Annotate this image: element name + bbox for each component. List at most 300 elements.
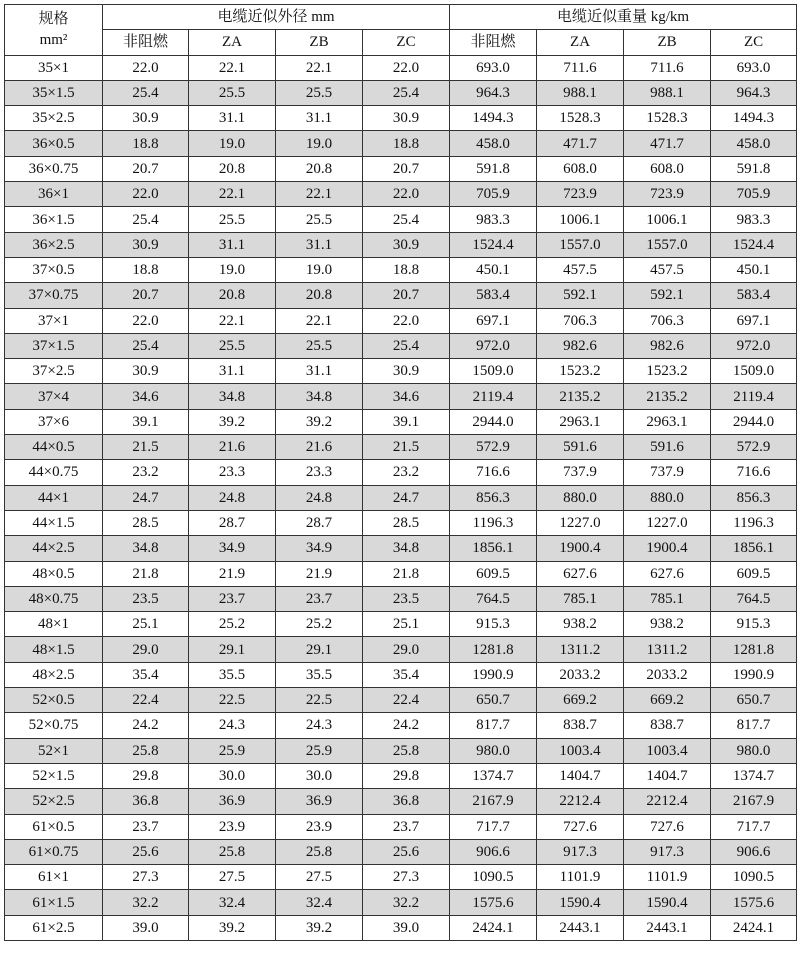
- diameter-cell-zc: 24.7: [363, 485, 450, 510]
- diameter-cell-nonflame: 20.7: [103, 283, 189, 308]
- weight-col-zb: ZB: [624, 30, 711, 55]
- weight-cell-zb: 785.1: [624, 586, 711, 611]
- diameter-cell-za: 34.9: [189, 536, 276, 561]
- diameter-cell-zc: 18.8: [363, 131, 450, 156]
- diameter-cell-zb: 22.1: [276, 182, 363, 207]
- table-row: [5, 409, 797, 434]
- weight-cell-zc: 1494.3: [711, 106, 797, 131]
- diameter-cell-za: 23.7: [189, 586, 276, 611]
- diameter-cell-za: 25.5: [189, 207, 276, 232]
- diameter-cell-zc: 21.5: [363, 435, 450, 460]
- diameter-cell-za: 25.9: [189, 738, 276, 763]
- weight-cell-zb: 669.2: [624, 688, 711, 713]
- weight-cell-zb: 471.7: [624, 131, 711, 156]
- diameter-cell-za: 34.8: [189, 384, 276, 409]
- diameter-cell-nonflame: 22.4: [103, 688, 189, 713]
- diameter-cell-zc: 22.0: [363, 182, 450, 207]
- weight-cell-nonflame: 1524.4: [450, 232, 537, 257]
- table-row: [5, 637, 797, 662]
- diameter-cell-nonflame: 23.7: [103, 814, 189, 839]
- spec-cell: 52×2.5: [5, 789, 103, 814]
- diameter-cell-zc: 22.0: [363, 308, 450, 333]
- diameter-cell-za: 27.5: [189, 865, 276, 890]
- spec-cell: 37×0.5: [5, 257, 103, 282]
- weight-cell-zb: 1227.0: [624, 510, 711, 535]
- weight-cell-zb: 2212.4: [624, 789, 711, 814]
- diameter-cell-nonflame: 30.9: [103, 359, 189, 384]
- weight-cell-nonflame: 716.6: [450, 460, 537, 485]
- spec-cell: 61×0.75: [5, 839, 103, 864]
- table-row: [5, 865, 797, 890]
- weight-cell-zc: 1509.0: [711, 359, 797, 384]
- weight-cell-zb: 2033.2: [624, 662, 711, 687]
- diameter-cell-zb: 34.8: [276, 384, 363, 409]
- diameter-cell-zb: 19.0: [276, 131, 363, 156]
- weight-cell-za: 1900.4: [537, 536, 624, 561]
- weight-cell-zb: 737.9: [624, 460, 711, 485]
- diameter-cell-nonflame: 25.6: [103, 839, 189, 864]
- weight-cell-nonflame: 1281.8: [450, 637, 537, 662]
- weight-cell-zc: 980.0: [711, 738, 797, 763]
- diameter-group-header: 电缆近似外径 mm: [103, 5, 450, 30]
- diameter-cell-nonflame: 39.1: [103, 409, 189, 434]
- weight-cell-za: 988.1: [537, 80, 624, 105]
- table-row: [5, 156, 797, 181]
- diameter-cell-nonflame: 22.0: [103, 55, 189, 80]
- weight-cell-za: 880.0: [537, 485, 624, 510]
- weight-cell-za: 1006.1: [537, 207, 624, 232]
- weight-cell-zc: 1575.6: [711, 890, 797, 915]
- weight-group-header: 电缆近似重量 kg/km: [450, 5, 797, 30]
- weight-cell-zb: 1003.4: [624, 738, 711, 763]
- weight-cell-nonflame: 2944.0: [450, 409, 537, 434]
- spec-cell: 36×1.5: [5, 207, 103, 232]
- diameter-cell-nonflame: 20.7: [103, 156, 189, 181]
- weight-cell-za: 592.1: [537, 283, 624, 308]
- weight-col-nonflame: 非阻燃: [450, 30, 537, 55]
- weight-cell-za: 1101.9: [537, 865, 624, 890]
- diameter-cell-za: 22.1: [189, 308, 276, 333]
- diameter-cell-zb: 29.1: [276, 637, 363, 662]
- diameter-cell-za: 19.0: [189, 131, 276, 156]
- weight-cell-zb: 1900.4: [624, 536, 711, 561]
- weight-cell-za: 1590.4: [537, 890, 624, 915]
- weight-cell-nonflame: 980.0: [450, 738, 537, 763]
- weight-cell-zc: 650.7: [711, 688, 797, 713]
- table-row: [5, 915, 797, 940]
- diameter-cell-za: 23.3: [189, 460, 276, 485]
- weight-cell-nonflame: 906.6: [450, 839, 537, 864]
- spec-cell: 61×0.5: [5, 814, 103, 839]
- weight-cell-za: 706.3: [537, 308, 624, 333]
- weight-cell-nonflame: 1374.7: [450, 763, 537, 788]
- diameter-cell-zc: 23.2: [363, 460, 450, 485]
- weight-cell-zb: 1523.2: [624, 359, 711, 384]
- diameter-cell-zb: 20.8: [276, 283, 363, 308]
- weight-cell-za: 627.6: [537, 561, 624, 586]
- table-row: [5, 586, 797, 611]
- diameter-cell-zb: 25.5: [276, 207, 363, 232]
- diameter-cell-zc: 29.8: [363, 763, 450, 788]
- diameter-cell-nonflame: 30.9: [103, 106, 189, 131]
- weight-cell-nonflame: 915.3: [450, 612, 537, 637]
- table-row: [5, 763, 797, 788]
- diameter-cell-nonflame: 25.4: [103, 207, 189, 232]
- diameter-cell-za: 22.1: [189, 182, 276, 207]
- weight-cell-zc: 906.6: [711, 839, 797, 864]
- diameter-cell-za: 35.5: [189, 662, 276, 687]
- diameter-cell-nonflame: 28.5: [103, 510, 189, 535]
- weight-cell-za: 1003.4: [537, 738, 624, 763]
- spec-cell: 44×1: [5, 485, 103, 510]
- cable-spec-table: [4, 4, 797, 941]
- weight-cell-zc: 693.0: [711, 55, 797, 80]
- diameter-cell-nonflame: 34.6: [103, 384, 189, 409]
- spec-cell: 37×6: [5, 409, 103, 434]
- weight-cell-nonflame: 972.0: [450, 333, 537, 358]
- table-row: [5, 232, 797, 257]
- diameter-cell-zb: 32.4: [276, 890, 363, 915]
- weight-cell-nonflame: 583.4: [450, 283, 537, 308]
- diameter-cell-zc: 24.2: [363, 713, 450, 738]
- table-row: [5, 536, 797, 561]
- weight-cell-nonflame: 817.7: [450, 713, 537, 738]
- diameter-cell-zb: 19.0: [276, 257, 363, 282]
- weight-cell-nonflame: 964.3: [450, 80, 537, 105]
- weight-cell-za: 2033.2: [537, 662, 624, 687]
- diameter-cell-nonflame: 21.5: [103, 435, 189, 460]
- spec-cell: 52×1: [5, 738, 103, 763]
- diameter-col-za: ZA: [189, 30, 276, 55]
- diameter-cell-nonflame: 23.2: [103, 460, 189, 485]
- diameter-cell-zc: 25.6: [363, 839, 450, 864]
- diameter-cell-zc: 25.8: [363, 738, 450, 763]
- weight-col-zc: ZC: [711, 30, 797, 55]
- table-row: [5, 106, 797, 131]
- weight-cell-nonflame: 856.3: [450, 485, 537, 510]
- weight-cell-zc: 1374.7: [711, 763, 797, 788]
- weight-cell-za: 1557.0: [537, 232, 624, 257]
- weight-cell-za: 737.9: [537, 460, 624, 485]
- weight-cell-nonflame: 705.9: [450, 182, 537, 207]
- diameter-cell-za: 30.0: [189, 763, 276, 788]
- weight-cell-nonflame: 650.7: [450, 688, 537, 713]
- spec-cell: 36×0.75: [5, 156, 103, 181]
- table-row: [5, 333, 797, 358]
- weight-cell-za: 723.9: [537, 182, 624, 207]
- weight-cell-za: 1311.2: [537, 637, 624, 662]
- diameter-cell-za: 21.9: [189, 561, 276, 586]
- diameter-cell-nonflame: 25.4: [103, 333, 189, 358]
- weight-cell-zb: 1404.7: [624, 763, 711, 788]
- diameter-cell-za: 25.5: [189, 80, 276, 105]
- weight-cell-nonflame: 717.7: [450, 814, 537, 839]
- diameter-cell-zb: 24.8: [276, 485, 363, 510]
- weight-cell-zc: 1856.1: [711, 536, 797, 561]
- table-row: [5, 182, 797, 207]
- diameter-cell-zc: 28.5: [363, 510, 450, 535]
- diameter-cell-za: 22.1: [189, 55, 276, 80]
- table-row: [5, 485, 797, 510]
- diameter-cell-zb: 31.1: [276, 359, 363, 384]
- spec-cell: 44×1.5: [5, 510, 103, 535]
- weight-cell-zb: 457.5: [624, 257, 711, 282]
- weight-cell-zb: 591.6: [624, 435, 711, 460]
- spec-header: [5, 5, 103, 56]
- spec-cell: 37×2.5: [5, 359, 103, 384]
- weight-cell-zc: 2424.1: [711, 915, 797, 940]
- diameter-cell-zb: 25.5: [276, 333, 363, 358]
- diameter-cell-nonflame: 34.8: [103, 536, 189, 561]
- table-row: [5, 131, 797, 156]
- diameter-cell-zc: 23.5: [363, 586, 450, 611]
- spec-cell: 52×0.75: [5, 713, 103, 738]
- weight-cell-zc: 983.3: [711, 207, 797, 232]
- weight-cell-nonflame: 1494.3: [450, 106, 537, 131]
- diameter-cell-za: 20.8: [189, 156, 276, 181]
- weight-cell-nonflame: 697.1: [450, 308, 537, 333]
- weight-cell-za: 471.7: [537, 131, 624, 156]
- diameter-cell-zb: 23.3: [276, 460, 363, 485]
- diameter-cell-za: 24.8: [189, 485, 276, 510]
- diameter-cell-za: 19.0: [189, 257, 276, 282]
- weight-cell-zc: 915.3: [711, 612, 797, 637]
- weight-cell-za: 711.6: [537, 55, 624, 80]
- spec-cell: 61×1: [5, 865, 103, 890]
- diameter-cell-nonflame: 24.2: [103, 713, 189, 738]
- weight-cell-nonflame: 693.0: [450, 55, 537, 80]
- diameter-cell-zc: 22.4: [363, 688, 450, 713]
- table-row: [5, 257, 797, 282]
- weight-cell-nonflame: 572.9: [450, 435, 537, 460]
- weight-cell-za: 457.5: [537, 257, 624, 282]
- diameter-cell-nonflame: 22.0: [103, 182, 189, 207]
- diameter-cell-zc: 34.6: [363, 384, 450, 409]
- table-row: [5, 80, 797, 105]
- diameter-cell-nonflame: 39.0: [103, 915, 189, 940]
- diameter-cell-za: 31.1: [189, 106, 276, 131]
- table-row: [5, 207, 797, 232]
- weight-cell-zc: 458.0: [711, 131, 797, 156]
- diameter-cell-zb: 34.9: [276, 536, 363, 561]
- weight-cell-zb: 880.0: [624, 485, 711, 510]
- weight-cell-zc: 705.9: [711, 182, 797, 207]
- weight-cell-za: 2443.1: [537, 915, 624, 940]
- diameter-cell-za: 29.1: [189, 637, 276, 662]
- diameter-cell-zc: 25.4: [363, 80, 450, 105]
- weight-cell-zc: 2944.0: [711, 409, 797, 434]
- diameter-col-zb: ZB: [276, 30, 363, 55]
- spec-cell: 36×0.5: [5, 131, 103, 156]
- table-row: [5, 662, 797, 687]
- weight-cell-zc: 1524.4: [711, 232, 797, 257]
- table-row: [5, 359, 797, 384]
- table-row: [5, 510, 797, 535]
- weight-cell-za: 727.6: [537, 814, 624, 839]
- diameter-cell-zc: 25.4: [363, 333, 450, 358]
- diameter-cell-nonflame: 36.8: [103, 789, 189, 814]
- diameter-cell-zb: 23.7: [276, 586, 363, 611]
- diameter-cell-za: 25.5: [189, 333, 276, 358]
- diameter-cell-nonflame: 29.0: [103, 637, 189, 662]
- diameter-cell-nonflame: 29.8: [103, 763, 189, 788]
- diameter-cell-za: 24.3: [189, 713, 276, 738]
- spec-cell: 35×2.5: [5, 106, 103, 131]
- spec-cell: 61×1.5: [5, 890, 103, 915]
- weight-cell-zb: 2963.1: [624, 409, 711, 434]
- weight-cell-zc: 972.0: [711, 333, 797, 358]
- diameter-cell-zc: 27.3: [363, 865, 450, 890]
- table-row: [5, 308, 797, 333]
- weight-cell-nonflame: 1196.3: [450, 510, 537, 535]
- weight-cell-za: 591.6: [537, 435, 624, 460]
- table-body: [5, 55, 797, 940]
- weight-cell-za: 938.2: [537, 612, 624, 637]
- weight-cell-zc: 817.7: [711, 713, 797, 738]
- diameter-cell-zb: 36.9: [276, 789, 363, 814]
- diameter-cell-za: 25.2: [189, 612, 276, 637]
- weight-cell-zc: 572.9: [711, 435, 797, 460]
- diameter-cell-za: 23.9: [189, 814, 276, 839]
- weight-cell-za: 2212.4: [537, 789, 624, 814]
- weight-cell-zc: 609.5: [711, 561, 797, 586]
- weight-cell-zc: 2119.4: [711, 384, 797, 409]
- weight-cell-nonflame: 458.0: [450, 131, 537, 156]
- table-row: [5, 460, 797, 485]
- weight-cell-zc: 2167.9: [711, 789, 797, 814]
- weight-cell-za: 1523.2: [537, 359, 624, 384]
- diameter-cell-za: 20.8: [189, 283, 276, 308]
- table-row: [5, 839, 797, 864]
- weight-cell-za: 1528.3: [537, 106, 624, 131]
- spec-cell: 44×2.5: [5, 536, 103, 561]
- weight-cell-zb: 988.1: [624, 80, 711, 105]
- weight-cell-zb: 608.0: [624, 156, 711, 181]
- diameter-cell-zc: 36.8: [363, 789, 450, 814]
- spec-cell: 36×2.5: [5, 232, 103, 257]
- weight-cell-za: 917.3: [537, 839, 624, 864]
- spec-cell: 37×1.5: [5, 333, 103, 358]
- diameter-cell-zb: 23.9: [276, 814, 363, 839]
- weight-cell-zb: 1101.9: [624, 865, 711, 890]
- weight-cell-za: 608.0: [537, 156, 624, 181]
- weight-cell-nonflame: 609.5: [450, 561, 537, 586]
- spec-cell: 35×1.5: [5, 80, 103, 105]
- diameter-cell-zb: 39.2: [276, 915, 363, 940]
- weight-cell-za: 1404.7: [537, 763, 624, 788]
- weight-cell-nonflame: 591.8: [450, 156, 537, 181]
- table-row: [5, 814, 797, 839]
- diameter-cell-zc: 21.8: [363, 561, 450, 586]
- weight-cell-zc: 964.3: [711, 80, 797, 105]
- weight-cell-zc: 717.7: [711, 814, 797, 839]
- weight-cell-zb: 592.1: [624, 283, 711, 308]
- weight-cell-nonflame: 983.3: [450, 207, 537, 232]
- weight-col-za: ZA: [537, 30, 624, 55]
- weight-cell-zb: 1311.2: [624, 637, 711, 662]
- weight-cell-zc: 764.5: [711, 586, 797, 611]
- spec-cell: 44×0.75: [5, 460, 103, 485]
- diameter-cell-zc: 22.0: [363, 55, 450, 80]
- spec-cell: 37×4: [5, 384, 103, 409]
- diameter-cell-zb: 22.5: [276, 688, 363, 713]
- cable-spec-table-container: [4, 4, 796, 941]
- diameter-cell-zb: 39.2: [276, 409, 363, 434]
- diameter-cell-zc: 25.4: [363, 207, 450, 232]
- diameter-cell-nonflame: 27.3: [103, 865, 189, 890]
- diameter-cell-zc: 29.0: [363, 637, 450, 662]
- weight-cell-zb: 1528.3: [624, 106, 711, 131]
- weight-cell-nonflame: 1509.0: [450, 359, 537, 384]
- weight-cell-zb: 938.2: [624, 612, 711, 637]
- diameter-cell-nonflame: 22.0: [103, 308, 189, 333]
- diameter-cell-zc: 39.0: [363, 915, 450, 940]
- diameter-cell-nonflame: 24.7: [103, 485, 189, 510]
- table-row: [5, 612, 797, 637]
- diameter-cell-nonflame: 30.9: [103, 232, 189, 257]
- weight-cell-zb: 627.6: [624, 561, 711, 586]
- diameter-cell-za: 39.2: [189, 915, 276, 940]
- diameter-cell-nonflame: 18.8: [103, 131, 189, 156]
- weight-cell-zb: 706.3: [624, 308, 711, 333]
- diameter-cell-zb: 31.1: [276, 232, 363, 257]
- diameter-cell-nonflame: 32.2: [103, 890, 189, 915]
- weight-cell-zc: 450.1: [711, 257, 797, 282]
- weight-cell-za: 669.2: [537, 688, 624, 713]
- spec-cell: 48×1: [5, 612, 103, 637]
- diameter-cell-nonflame: 25.4: [103, 80, 189, 105]
- weight-cell-za: 1227.0: [537, 510, 624, 535]
- diameter-cell-za: 36.9: [189, 789, 276, 814]
- table-row: [5, 435, 797, 460]
- diameter-cell-zc: 30.9: [363, 359, 450, 384]
- weight-cell-nonflame: 2119.4: [450, 384, 537, 409]
- table-row: [5, 688, 797, 713]
- table-header: [5, 5, 797, 56]
- weight-cell-zb: 1557.0: [624, 232, 711, 257]
- diameter-cell-zc: 18.8: [363, 257, 450, 282]
- weight-cell-nonflame: 1575.6: [450, 890, 537, 915]
- diameter-cell-zc: 20.7: [363, 283, 450, 308]
- weight-cell-nonflame: 450.1: [450, 257, 537, 282]
- diameter-cell-zb: 31.1: [276, 106, 363, 131]
- weight-cell-za: 838.7: [537, 713, 624, 738]
- diameter-cell-zc: 30.9: [363, 232, 450, 257]
- weight-cell-za: 785.1: [537, 586, 624, 611]
- diameter-cell-za: 25.8: [189, 839, 276, 864]
- diameter-cell-zc: 32.2: [363, 890, 450, 915]
- weight-cell-zb: 723.9: [624, 182, 711, 207]
- spec-cell: 37×1: [5, 308, 103, 333]
- diameter-cell-zb: 25.9: [276, 738, 363, 763]
- weight-cell-zb: 838.7: [624, 713, 711, 738]
- weight-cell-zb: 727.6: [624, 814, 711, 839]
- table-row: [5, 738, 797, 763]
- spec-cell: 52×1.5: [5, 763, 103, 788]
- spec-header-line1: 规格: [38, 10, 69, 27]
- weight-cell-zb: 2135.2: [624, 384, 711, 409]
- weight-cell-zb: 982.6: [624, 333, 711, 358]
- diameter-cell-zc: 34.8: [363, 536, 450, 561]
- weight-cell-nonflame: 2167.9: [450, 789, 537, 814]
- weight-cell-zc: 591.8: [711, 156, 797, 181]
- diameter-cell-zc: 20.7: [363, 156, 450, 181]
- diameter-cell-za: 39.2: [189, 409, 276, 434]
- diameter-cell-zb: 21.9: [276, 561, 363, 586]
- diameter-cell-nonflame: 21.8: [103, 561, 189, 586]
- weight-cell-zc: 856.3: [711, 485, 797, 510]
- spec-cell: 37×0.75: [5, 283, 103, 308]
